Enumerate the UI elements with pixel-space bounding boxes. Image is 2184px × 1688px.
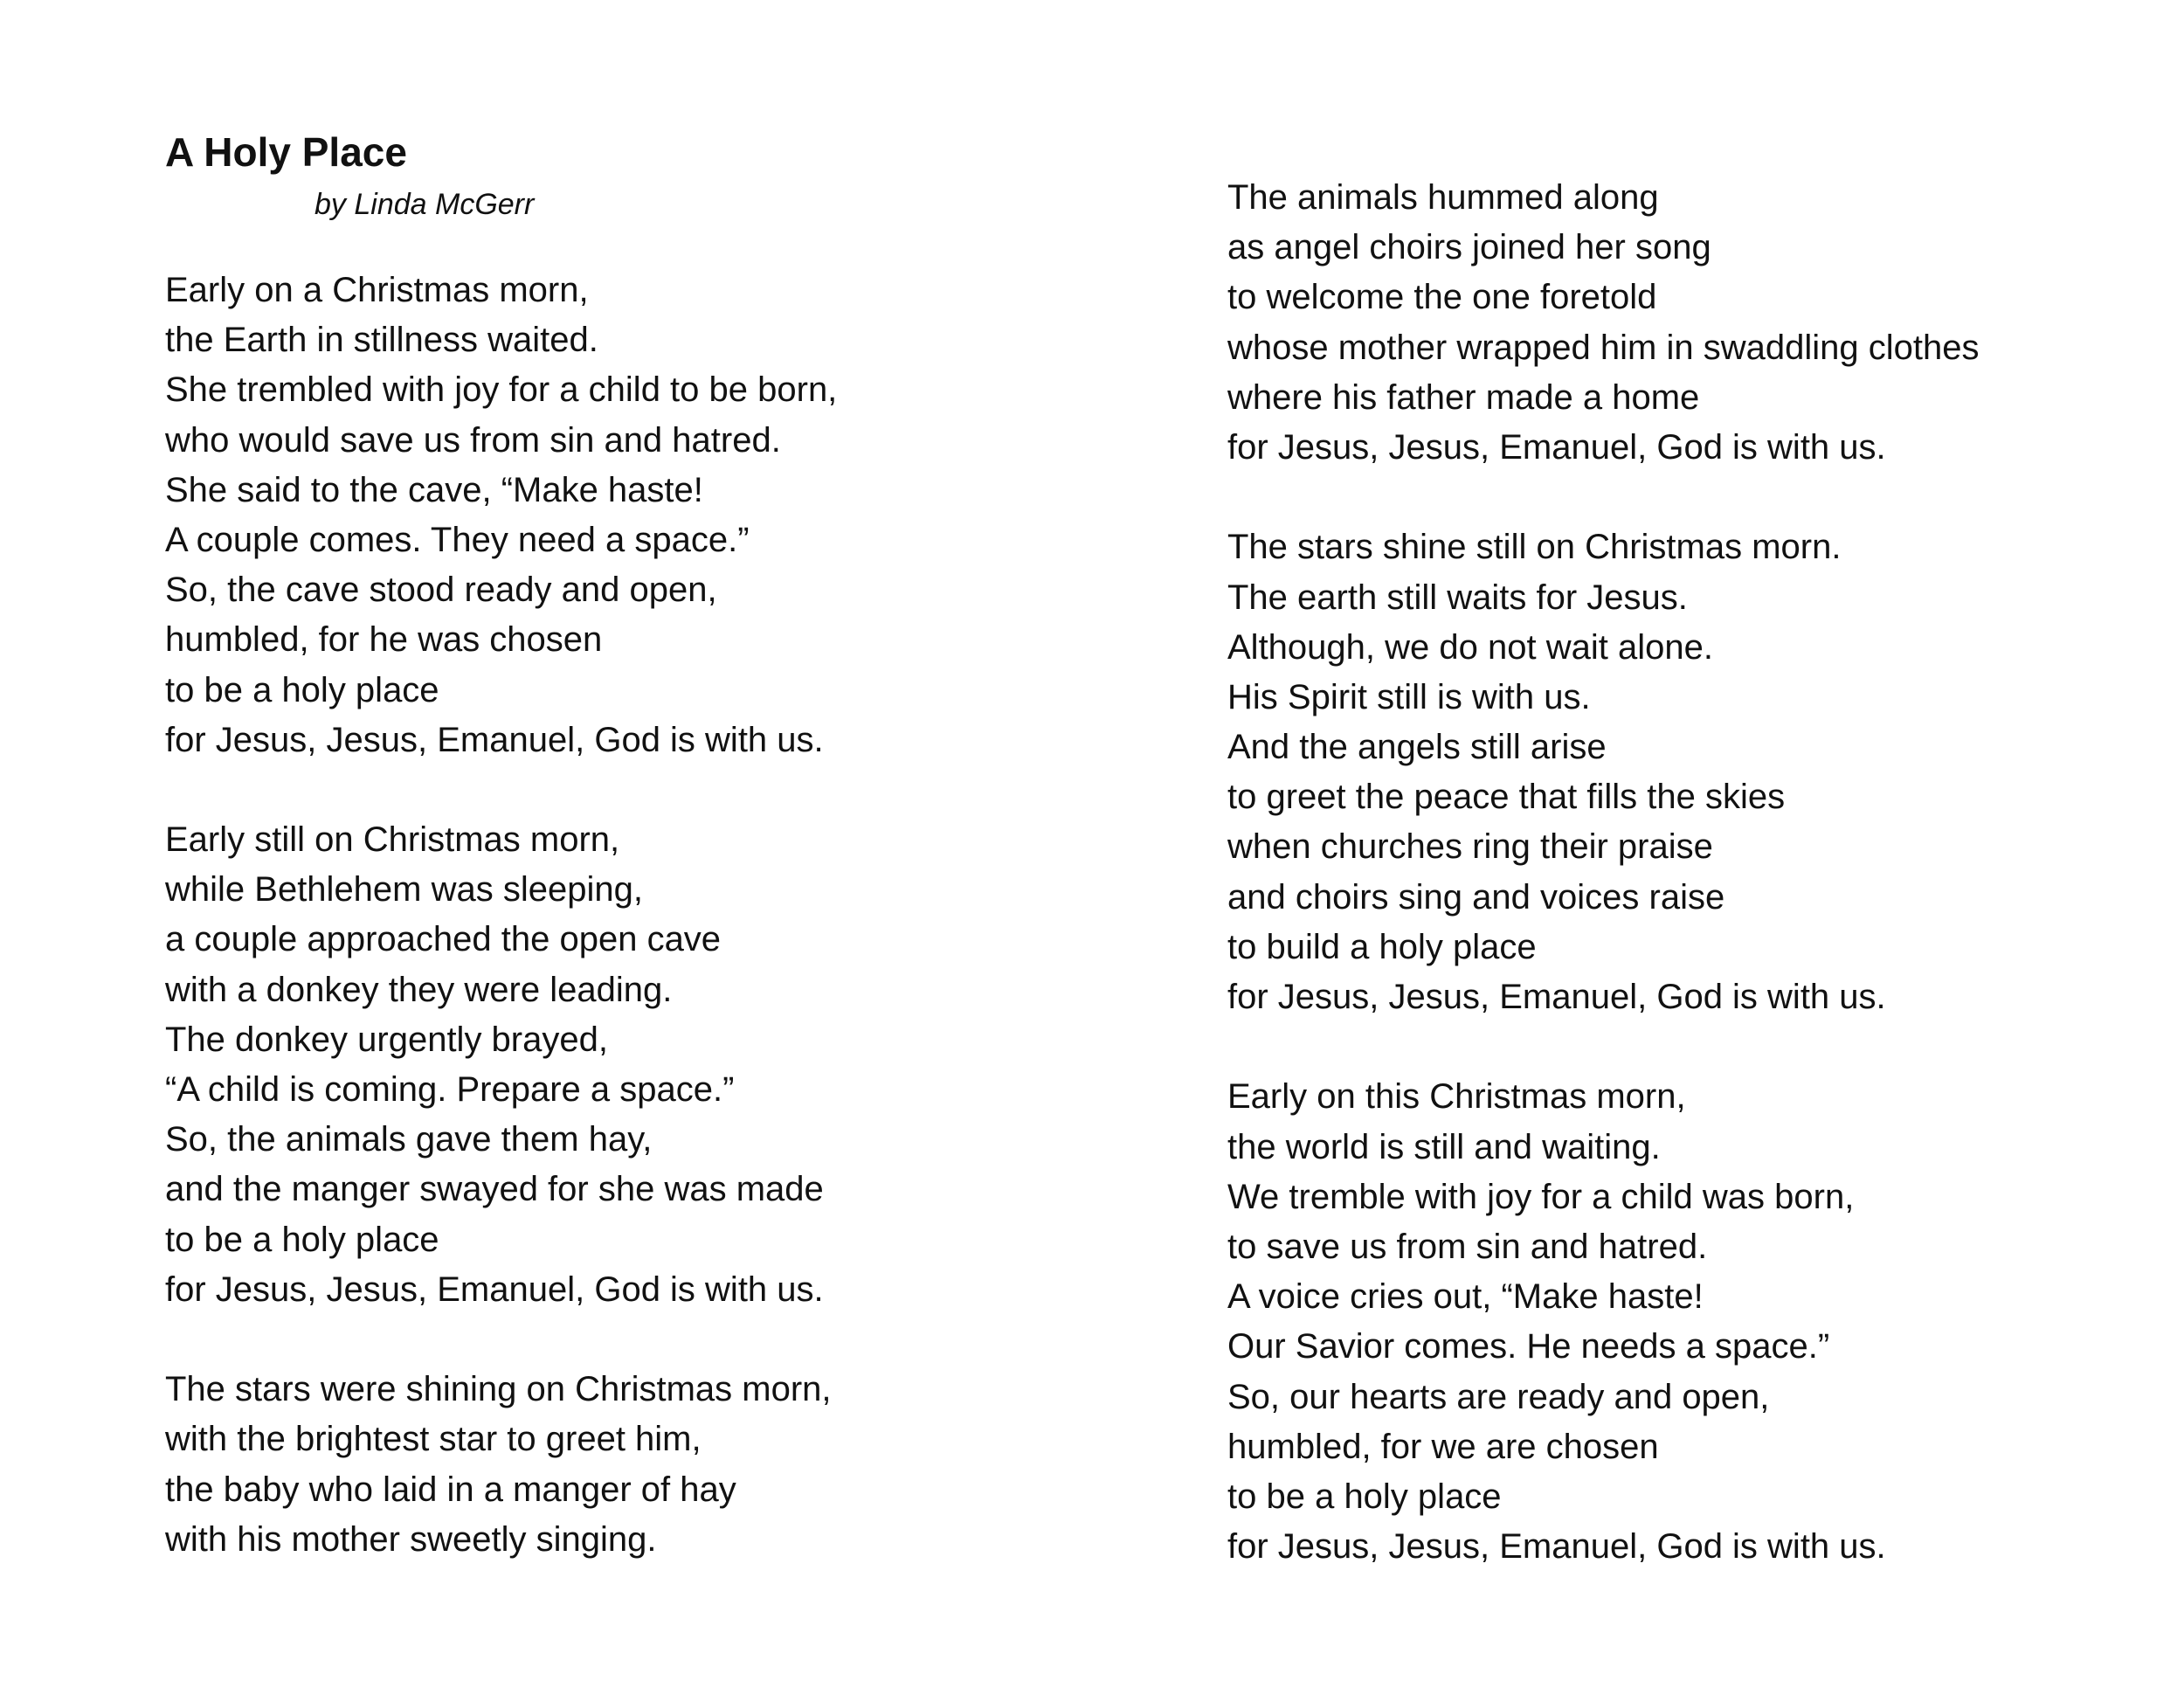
- stanza: [165, 1365, 837, 1565]
- poem-line: So, our hearts are ready and open,: [1227, 1377, 1770, 1416]
- poem-line: “A child is coming. Prepare a space.”: [165, 1070, 735, 1109]
- poem-line: So, the cave stood ready and open,: [165, 571, 717, 610]
- poem-line: to be a holy place: [165, 1220, 439, 1259]
- poem-title: A Holy Place: [165, 129, 407, 175]
- poem-line: as angel choirs joined her song: [1227, 228, 1711, 267]
- poem-line: The donkey urgently brayed,: [165, 1020, 608, 1059]
- poem-line: with a donkey they were leading.: [165, 970, 673, 1009]
- poem-line: to be a holy place: [165, 670, 439, 709]
- poem-line: the Earth in stillness waited.: [165, 321, 598, 360]
- poem-line: for Jesus, Jesus, Emanuel, God is with us.: [1227, 427, 1886, 467]
- poem-line: whose mother wrapped him in swaddling clothes: [1227, 328, 1980, 367]
- poem-line: The stars shine still on Christmas morn.: [1227, 528, 1842, 567]
- poem-line: for Jesus, Jesus, Emanuel, God is with us.: [165, 1269, 824, 1309]
- poem-line: She trembled with joy for a child to be born,: [165, 370, 838, 410]
- poem-line: So, the animals gave them hay,: [165, 1120, 653, 1159]
- poem-line: His Spirit still is with us.: [1227, 677, 1591, 716]
- poem-line: for Jesus, Jesus, Emanuel, God is with us.: [1227, 1527, 1886, 1567]
- poem-line: The earth still waits for Jesus.: [1227, 578, 1688, 617]
- poem-line: the baby who laid in a manger of hay: [165, 1470, 736, 1509]
- poem-line: to be a holy place: [1227, 1477, 1502, 1516]
- poem-line: who would save us from sin and hatred.: [165, 420, 781, 460]
- stanza: [1227, 522, 1979, 1022]
- poem-line: Early on a Christmas morn,: [165, 271, 589, 309]
- stanza: [1227, 1072, 1979, 1572]
- poem-line: to build a holy place: [1227, 927, 1537, 966]
- poem-line: to welcome the one foretold: [1227, 278, 1657, 317]
- poem-line: and the manger swayed for she was made: [165, 1170, 824, 1209]
- poem-line: Early still on Christmas morn,: [165, 820, 620, 860]
- poem-line: Our Savior comes. He needs a space.”: [1227, 1327, 1830, 1366]
- stanza: [165, 815, 837, 1315]
- poem-line: for Jesus, Jesus, Emanuel, God is with us.: [165, 720, 824, 759]
- poem-line: The animals hummed along: [1227, 178, 1659, 217]
- right-column: [1227, 173, 1979, 1572]
- stanza: [165, 266, 837, 765]
- poem-line: And the angels still arise: [1227, 728, 1607, 767]
- poem-line: a couple approached the open cave: [165, 920, 722, 959]
- poem-line: with the brightest star to greet him,: [165, 1420, 702, 1459]
- poem-line: where his father made a home: [1227, 377, 1700, 417]
- poem-line: to greet the peace that fills the skies: [1227, 778, 1786, 817]
- poem-line: while Bethlehem was sleeping,: [165, 870, 643, 910]
- poem-line: The stars were shining on Christmas morn,: [165, 1370, 832, 1409]
- poem-line: and choirs sing and voices raise: [1227, 877, 1725, 917]
- poem-line: A couple comes. They need a space.”: [165, 520, 750, 559]
- stanza: [1227, 173, 1979, 473]
- poem-line: She said to the cave, “Make haste!: [165, 470, 703, 509]
- poem-line: to save us from sin and hatred.: [1227, 1227, 1708, 1266]
- poem-line: with his mother sweetly singing.: [165, 1519, 657, 1559]
- poem-line: the world is still and waiting.: [1227, 1127, 1661, 1166]
- poem-line: when churches ring their praise: [1227, 827, 1713, 867]
- poem-line: humbled, for he was chosen: [165, 620, 603, 660]
- poem-line: for Jesus, Jesus, Emanuel, God is with us.: [1227, 978, 1886, 1016]
- poem-line: We tremble with joy for a child was born,: [1227, 1177, 1855, 1216]
- poem-author: by Linda McGerr: [314, 188, 535, 221]
- left-column: [165, 266, 837, 1565]
- poem-line: Although, we do not wait alone.: [1227, 627, 1713, 667]
- poem-line: A voice cries out, “Make haste!: [1227, 1277, 1704, 1317]
- poem-line: humbled, for we are chosen: [1227, 1427, 1659, 1466]
- poem-line: Early on this Christmas morn,: [1227, 1077, 1686, 1117]
